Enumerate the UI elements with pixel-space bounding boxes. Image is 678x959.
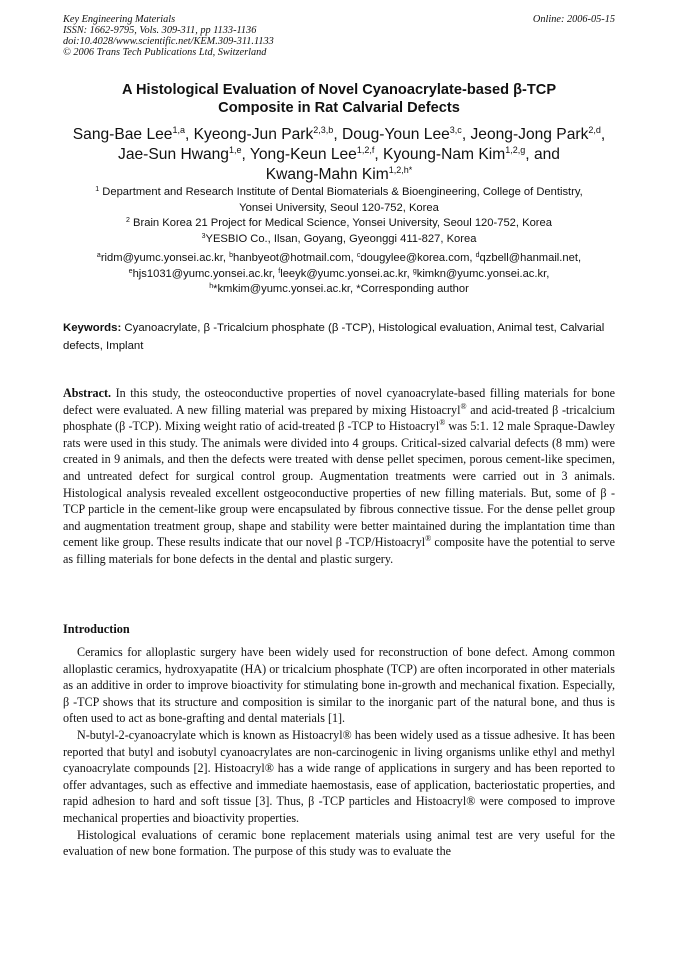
paper-title bbox=[40, 81, 638, 117]
author: Kwang-Mahn Kim$^{1,2,h*}$ bbox=[265, 165, 413, 183]
journal-header bbox=[63, 14, 274, 58]
section-heading-introduction: Introduction bbox=[63, 622, 130, 636]
author: Jae-Sun Hwang$^{1,e}$, bbox=[118, 145, 250, 163]
copyright-line: © 2006 Trans Tech Publications Ltd, Switzerland bbox=[63, 47, 267, 58]
email: $^f$leeyk@yumc.yonsei.ac.kr, bbox=[278, 267, 413, 280]
title-line-2: Composite in Rat Calvarial Defects bbox=[218, 100, 460, 116]
author: Kyoung-Nam Kim$^{1,2,g}$, and bbox=[383, 145, 560, 163]
author: Jeong-Jong Park$^{2,d}$, bbox=[470, 125, 606, 143]
email: $^a$ridm@yumc.yonsei.ac.kr, bbox=[96, 252, 230, 264]
title-line-1: A Histological Evaluation of Novel Cyanoacrylate-based β-TCP bbox=[121, 82, 557, 98]
author: Sang-Bae Lee$^{1,a}$, bbox=[72, 125, 194, 143]
journal-name: Key Engineering Materials bbox=[63, 14, 176, 25]
author: Doug-Youn Lee$^{3,c}$, bbox=[341, 125, 471, 143]
author-list bbox=[34, 125, 644, 185]
affiliations bbox=[40, 185, 638, 247]
doi-line: doi:10.4028/www.scientific.net/KEM.309-311.1133 bbox=[63, 36, 274, 47]
paragraph: Ceramics for alloplastic surgery have been widely used for reconstruction of bone defect. Among common alloplastic ceramics, hydroxyapatite (HA) or tricalcium phosphate (TCP) are often incorporated in other materials as an additive in order to improve bioactivity for stimulating bone in-growth and mechanical fixation. Especially, β -TCP shows that its structure and composition is similar to the inorganic part of the natural bone, and thus is often used to act as bone-grafting and dental materials [1]. bbox=[63, 645, 615, 726]
email: $^g$kimkn@yumc.yonsei.ac.kr, bbox=[412, 267, 550, 280]
email: $^d$qzbell@hanmail.net, bbox=[475, 252, 582, 264]
affiliation: $^2$ Brain Korea 21 Project for Medical Science, Yonsei University, Seoul 120-752, Korea bbox=[126, 217, 552, 230]
author: Kyeong-Jun Park$^{2,3,b}$, bbox=[193, 125, 342, 143]
online-date: Online: 2006-05-15 bbox=[532, 14, 615, 25]
paragraph: Histological evaluations of ceramic bone replacement materials using animal test are very useful for the evaluation of new bone formation. The purpose of this study was to evaluate the bbox=[63, 827, 615, 859]
author: Yong-Keun Lee$^{1,2,f}$, bbox=[249, 145, 384, 163]
abstract: Abstract. In this study, the osteoconductive properties of novel cyanoacrylate-based filling materials for bone defect were evaluated. A new filling material was prepared by mixing Histoacryl® and acid-treated β -tricalcium phosphate (β -TCP). Mixing weight ratio of acid-treated β -TCP to Histoacryl® was 5:1. 12 male Spraque-Dawley rats were used in this study. The animals were divided into 4 groups. Critical-sized calvarial defects (8 mm) were created in 9 animals, and then the defects were treated with dense pellet specimen, porous cement-like specimen, and untreated defect for surgical control group. Augmentation treatments were carried out in 3 animals. Histological analysis revealed excellent ostgeoconductive properties of new filling materials. But, some of β -TCP particle in the cement-like group were encapsulated by fibrous connective tissue. For the dense pellet group and augmentation treatment group, shape and stability were better maintained during the implantation time than cement like group. These results indicate that our novel β -TCP/Histoacryl® composite have the potential to serve as filling materials for bone defects in the dental and plastic surgery. bbox=[63, 386, 616, 566]
abstract-label: Abstract. bbox=[63, 386, 112, 400]
issn-line: ISSN: 1662-9795, Vols. 309-311, pp 1133-1136 bbox=[63, 25, 257, 36]
affiliation: $^3$YESBIO Co., Ilsan, Goyang, Gyeonggi 411-827, Korea bbox=[201, 232, 477, 245]
email: $^b$hanbyeot@hotmail.com, bbox=[229, 252, 357, 264]
keywords-text: Cyanoacrylate, β -Tricalcium phosphate (β -TCP), Histological evaluation, Animal test, Calvarial defects, Implant bbox=[63, 322, 605, 352]
introduction-body bbox=[63, 644, 615, 860]
keywords bbox=[63, 319, 615, 355]
email: $^e$hjs1031@yumc.yonsei.ac.kr, bbox=[128, 267, 279, 280]
email: $^c$dougylee@korea.com, bbox=[356, 252, 476, 264]
affiliation: $^1$ Department and Research Institute of Dental Biomaterials & Bioengineering, College of Dentistry, Yonsei University, Seoul 120-752, Korea bbox=[95, 186, 583, 214]
email: $^h$*kmkim@yumc.yonsei.ac.kr, *Corresponding author bbox=[209, 283, 469, 296]
paragraph: N-butyl-2-cyanoacrylate which is known as Histoacryl® has been widely used as a tissue adhesive. It has been reported that butyl and isobutyl cyanoacrylates are non-carcinogenic in living organisms unlike ethyl and methyl cyanoacrylate compounds [2]. Histoacryl® has a wide range of applications in surgery and has been reported to offer advantages, such as effective and immediate haemostasis, ease of application, bacteriostatic properties, and rapid adhesion to hard and soft tissue [3]. Thus, β -TCP particles and Histoacryl® were composed to improve mechanical properties and bioactivity properties. bbox=[63, 727, 615, 825]
keywords-label: Keywords: bbox=[63, 322, 122, 334]
email-list bbox=[40, 251, 638, 298]
